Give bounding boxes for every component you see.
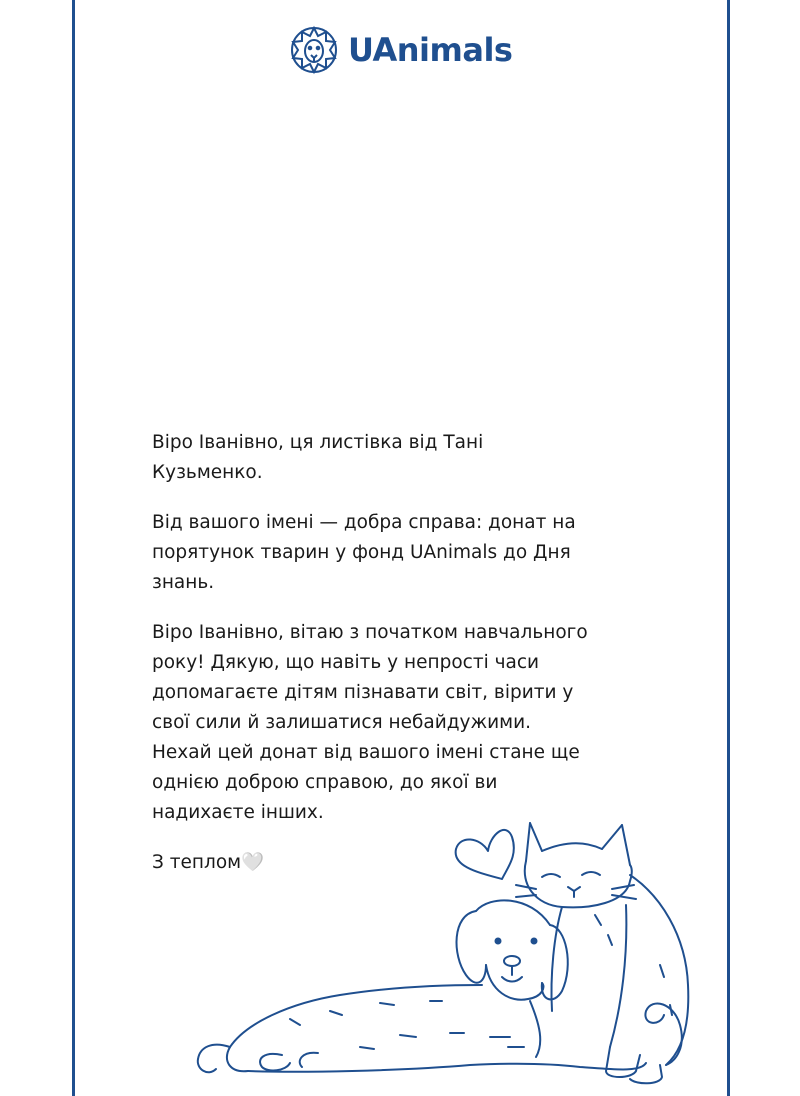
- signature-text: З теплом🤍: [152, 852, 265, 873]
- brand-name: UAnimals: [348, 31, 513, 69]
- cat-dog-illustration: [190, 815, 700, 1096]
- wishes-text: Віро Іванівно, вітаю з початком навчального року! Дякую, що навіть у непрості часи допомагаєте дітям пізнавати світ, вірити у свої сили й залишатися небайдужими. Нехай цей донат від вашого імені стане ще однією доброю справою, до якої ви надихаєте інших.: [152, 622, 588, 823]
- cat-icon: [516, 823, 688, 1083]
- heart-icon: [456, 830, 514, 879]
- uanimals-logo: [288, 24, 512, 76]
- intro-text: Від вашого імені — добра справа: донат на порятунок тварин у фонд UAnimals до Дня знань.: [152, 512, 576, 593]
- dog-icon: [198, 900, 646, 1072]
- lion-icon: [288, 24, 340, 76]
- greeting-text: Віро Іванівно, ця листівка від Тані Кузьменко.: [152, 432, 484, 483]
